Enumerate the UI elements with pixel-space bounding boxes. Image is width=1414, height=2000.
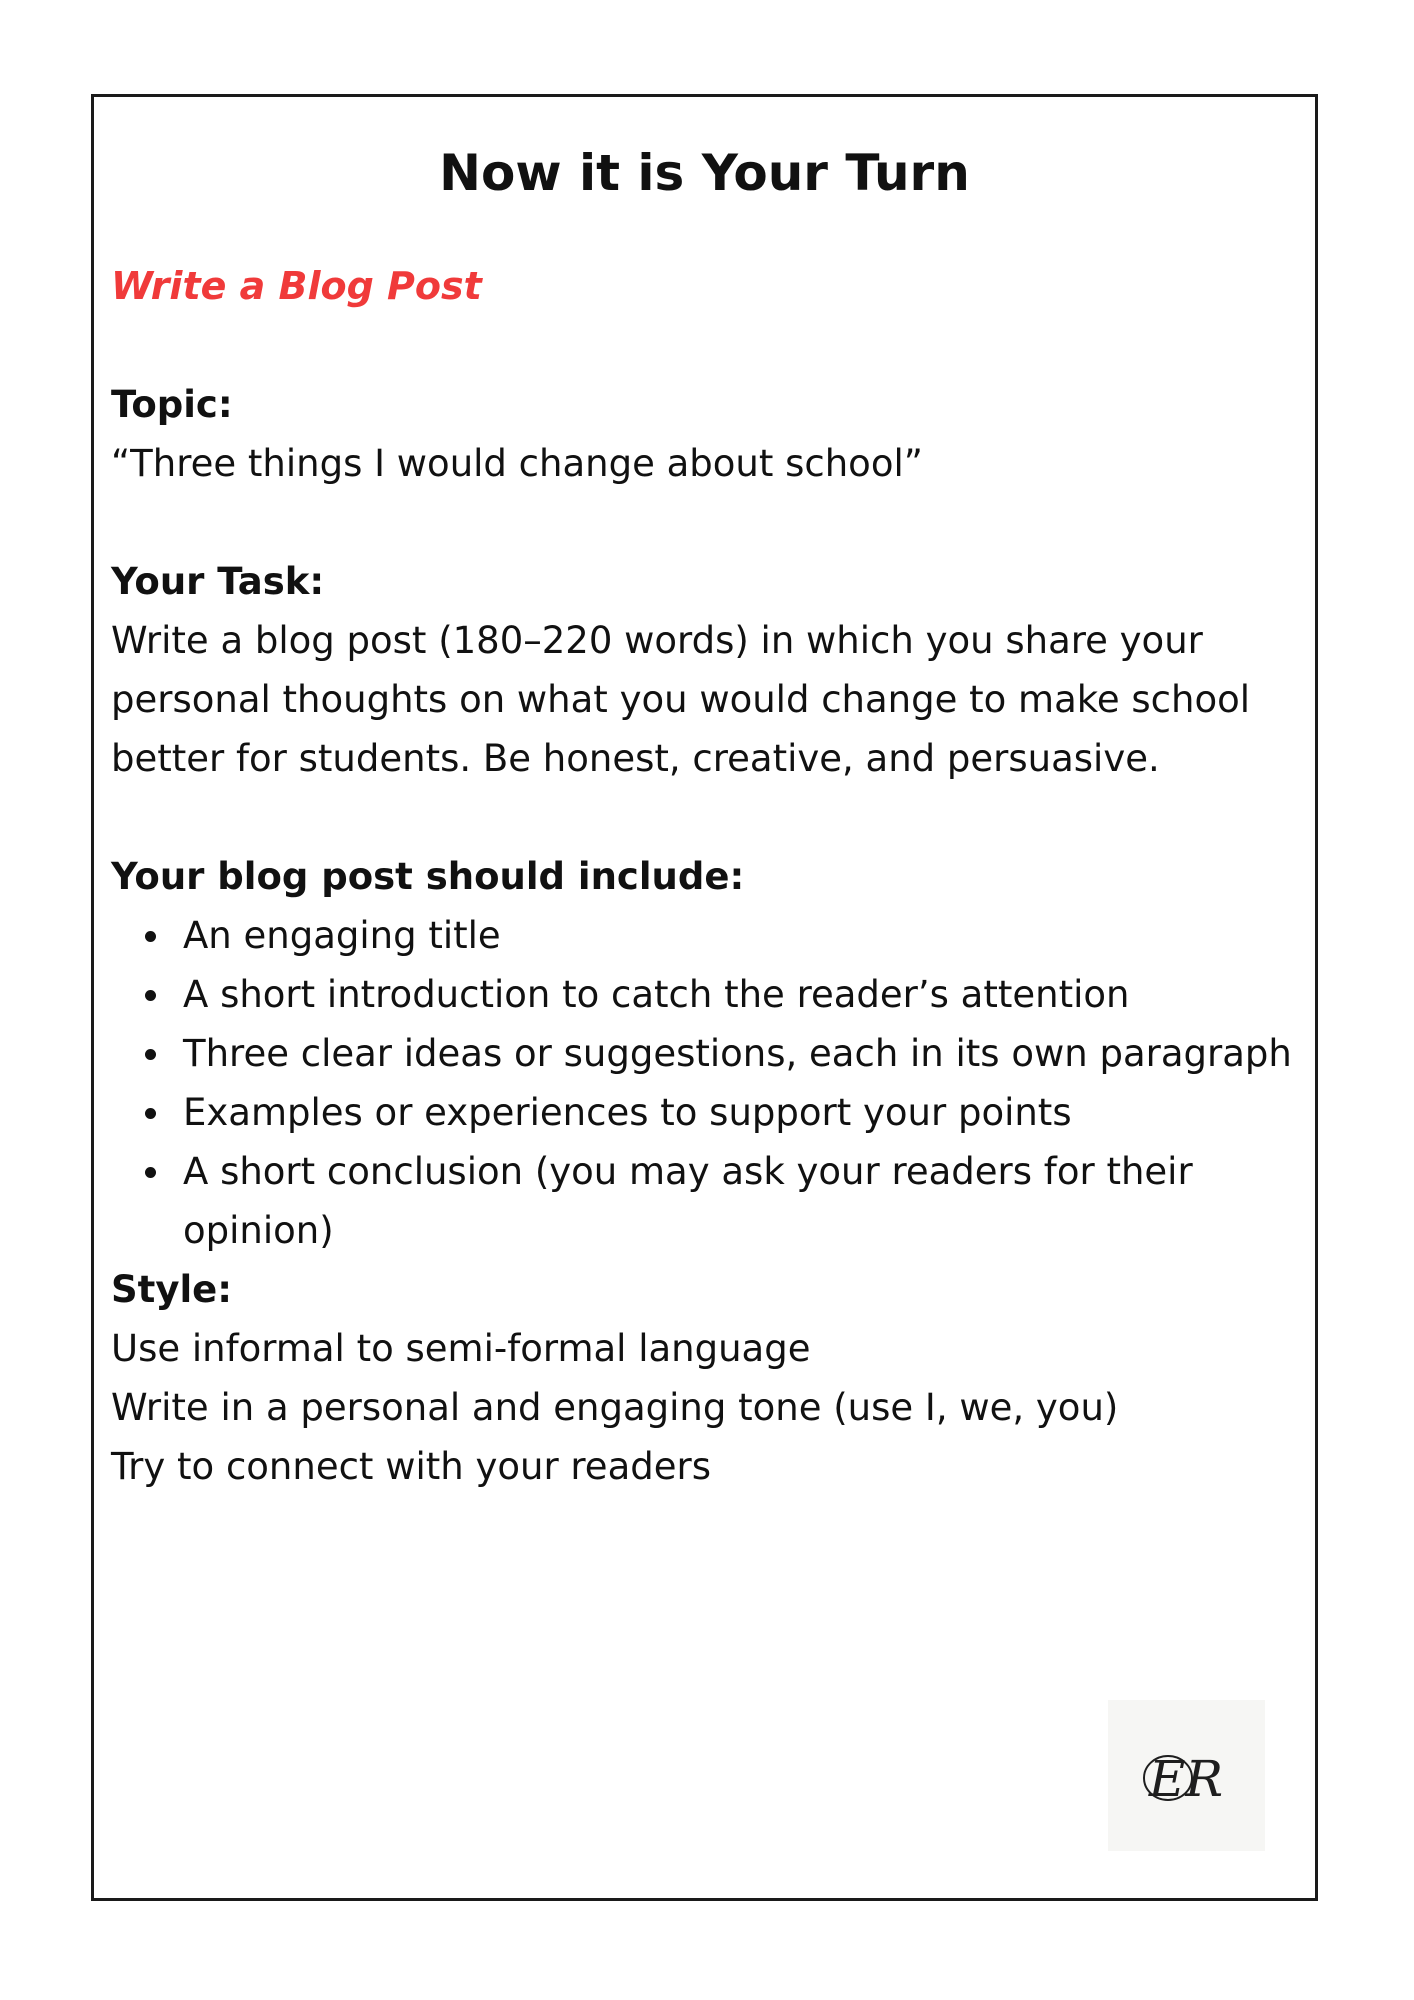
list-item: A short conclusion (you may ask your readers for their opinion) xyxy=(183,1142,1295,1260)
logo-monogram-text: ER xyxy=(1148,1750,1224,1808)
style-heading: Style: xyxy=(111,1268,233,1311)
section-spacer xyxy=(111,788,1295,847)
style-line: Use informal to semi-formal language xyxy=(111,1327,811,1370)
style-line: Try to connect with your readers xyxy=(111,1445,711,1488)
monogram-logo-icon xyxy=(1108,1700,1265,1851)
page-title: Now it is Your Turn xyxy=(439,144,970,202)
list-item: An engaging title xyxy=(183,906,1295,965)
task-heading: Your Task: xyxy=(111,560,325,603)
list-item: Three clear ideas or suggestions, each in its own paragraph xyxy=(183,1024,1295,1083)
worksheet-frame xyxy=(91,94,1318,1901)
list-item: Examples or experiences to support your points xyxy=(183,1083,1295,1142)
topic-heading: Topic: xyxy=(111,383,233,426)
task-text: Write a blog post (180–220 words) in which you share your personal thoughts on what you would change to make school better for students. Be honest, creative, and persuasive. xyxy=(111,619,1250,780)
worksheet-content xyxy=(111,257,1295,1496)
section-spacer xyxy=(111,493,1295,552)
style-line: Write in a personal and engaging tone (use I, we, you) xyxy=(111,1386,1119,1429)
page-subtitle: Write a Blog Post xyxy=(111,264,482,308)
includes-heading: Your blog post should include: xyxy=(111,855,745,898)
includes-list xyxy=(111,906,1295,1260)
list-item: A short introduction to catch the reader’s attention xyxy=(183,965,1295,1024)
topic-text: “Three things I would change about school” xyxy=(111,442,923,485)
